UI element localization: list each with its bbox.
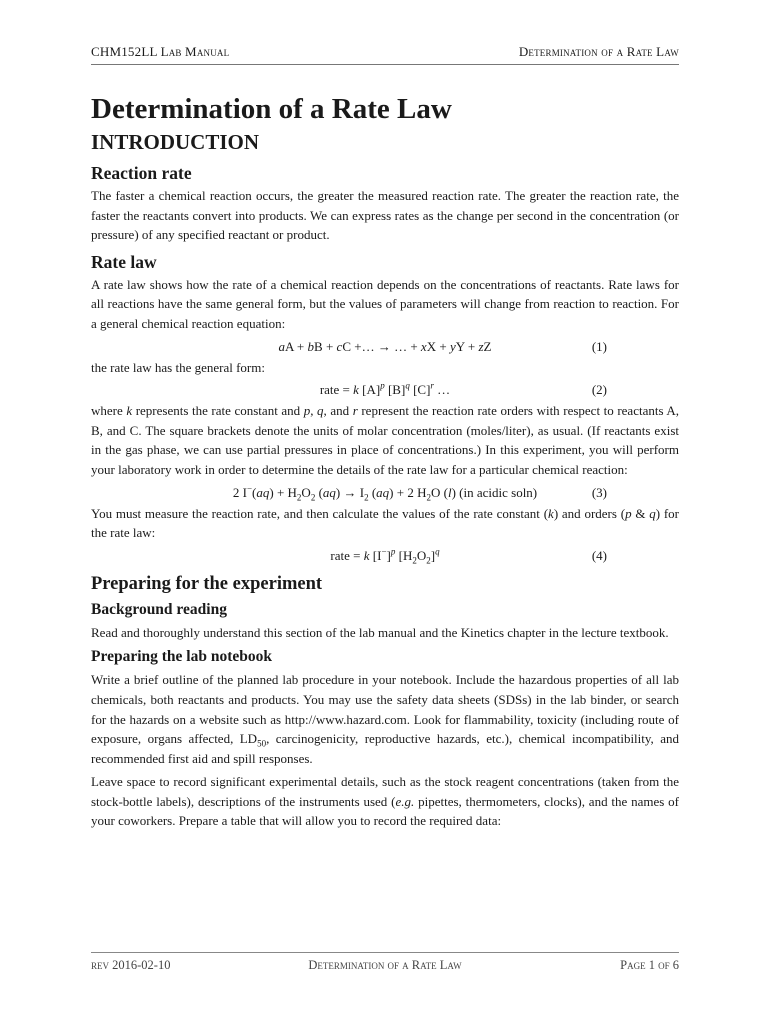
equation-1-body: aA + bB + cC +… → … + xX + yY + zZ	[278, 338, 492, 354]
rate-law-paragraph-4: You must measure the reaction rate, and then calculate the values of the rate constant (k) and orders (p & q) for the rate law:	[91, 505, 679, 541]
background-reading-heading: Background reading	[91, 600, 227, 618]
equation-1-number: (1)	[591, 338, 607, 354]
equation-4-number: (4)	[591, 547, 607, 563]
reaction-rate-paragraph: The faster a chemical reaction occurs, the greater the measured reaction rate. The greater the reaction rate, the faster the reactants convert into products. We can express rates as the change per second in the concentration (or pressure) of any specified reactant or product.	[91, 188, 679, 243]
equation-2-number: (2)	[591, 382, 607, 398]
footer-chapter-title: Determination of a Rate Law	[308, 958, 462, 972]
preparing-heading: Preparing for the experiment	[91, 573, 323, 594]
rate-law-paragraph-2: the rate law has the general form:	[91, 359, 265, 375]
introduction-heading: INTRODUCTION	[91, 130, 260, 154]
lab-notebook-paragraph-2: Leave space to record significant experimental details, such as the stock reagent concentrations (taken from the stock-bottle labels), descriptions of the instruments used (e.g. pipettes, thermometers, clocks), and the names of your coworkers. Prepare a table that will allow you to record the required data:	[91, 774, 679, 829]
equation-2-body: rate = k $[A]^p$ $[B]^q$ $[C]^r$ …	[319, 380, 451, 398]
header-course-label: CHM152LL Lab Manual	[91, 44, 230, 59]
footer-revision: rev 2016-02-10	[91, 958, 171, 972]
rate-law-heading: Rate law	[91, 251, 157, 272]
reaction-rate-heading: Reaction rate	[91, 163, 192, 183]
footer-page-number: Page 1 of 6	[620, 958, 679, 972]
header-rule	[91, 64, 679, 65]
equation-4	[91, 545, 679, 567]
rate-law-paragraph-1: A rate law shows how the rate of a chemical reaction depends on the concentrations of reactants. Rate laws for all reactions have the same general form, but the values of parameters will change from reaction to reaction. For a general chemical reaction equation:	[91, 276, 679, 331]
equation-3-body: 2 $I^-(aq) + H_2O_2$ $(aq) \to I_2$ (aq) + 2 $H_2O$ (l) (in acidic soln)	[232, 483, 538, 503]
equation-1	[91, 336, 679, 358]
header-chapter-label: Determination of a Rate Law	[518, 44, 679, 59]
equation-4-body: rate = k $[I^-]^p$ $[H_2O_2]^q$	[330, 546, 440, 566]
lab-notebook-paragraph-1: Write a brief outline of the planned lab procedure in your notebook. Include the hazardous properties of all lab chemicals, both reactants and products. You may use the safety data sheets (SDSs) in the lab binder, or search for the hazards on a website such as http://www.hazard.com. Look for flammability, toxicity (including route of exposure, organs affected, $LD_{50}$, carcinogenicity, reproductive hazards, etc.), chemical incompatibility, and recommended first aid and spill responses.	[91, 672, 679, 766]
page-content	[91, 90, 679, 833]
lab-notebook-heading: Preparing the lab notebook	[91, 648, 272, 666]
equation-3-number: (3)	[591, 484, 607, 500]
page-title: Determination of a Rate Law	[91, 93, 452, 125]
rate-law-paragraph-3: where k represents the rate constant and p, q, and r represent the reaction rate orders with respect to reactants A, B, and C. The square brackets denote the units of molar concentration (moles/liter), as usual. (If reactants exist in the gas phase, we can use partial pressures in place of concentrations.) In this experiment, you will perform your laboratory work in order to determine the details of the rate law for a particular chemical reaction:	[91, 403, 680, 477]
equation-2	[91, 379, 679, 401]
footer-rule	[91, 952, 679, 953]
equation-3	[91, 482, 679, 504]
background-reading-paragraph: Read and thoroughly understand this section of the lab manual and the Kinetics chapter in the lecture textbook.	[91, 624, 669, 640]
